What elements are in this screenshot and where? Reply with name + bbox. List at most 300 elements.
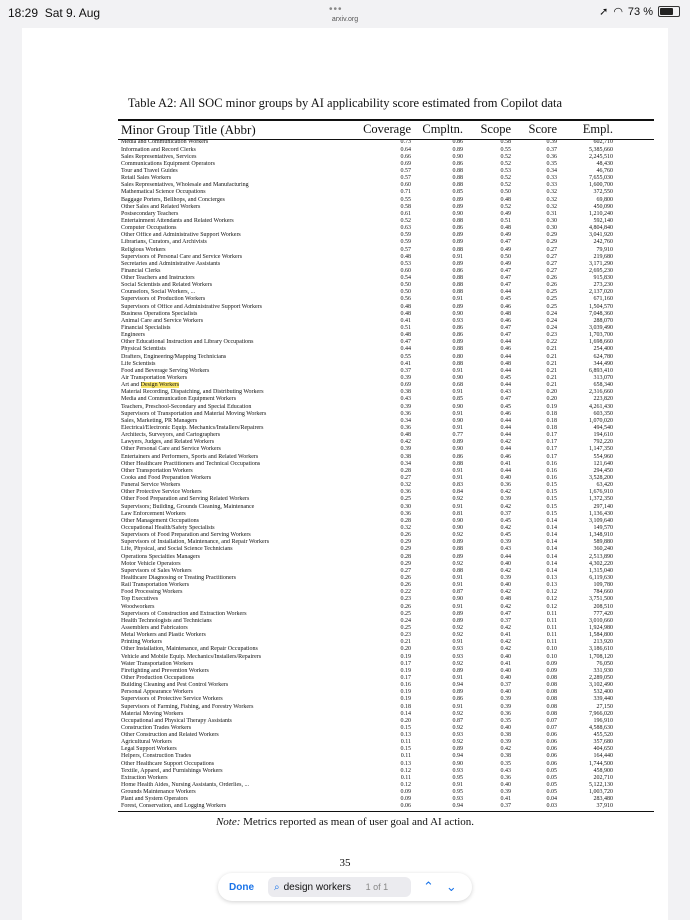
row-score: 0.25 bbox=[546, 289, 557, 296]
row-empl: 404,650 bbox=[593, 746, 613, 753]
row-scope: 0.51 bbox=[500, 217, 511, 224]
row-title: Animal Care and Service Workers bbox=[121, 317, 204, 324]
row-cmpltn: 0.87 bbox=[452, 589, 463, 596]
table-row bbox=[118, 803, 654, 810]
row-empl: 1,924,980 bbox=[589, 624, 613, 631]
row-coverage: 0.42 bbox=[400, 439, 411, 446]
table-row bbox=[118, 789, 654, 796]
row-empl: 4,588,630 bbox=[589, 724, 613, 731]
row-cmpltn: 0.89 bbox=[452, 196, 463, 203]
row-scope: 0.35 bbox=[500, 760, 511, 767]
row-cmpltn: 0.95 bbox=[452, 789, 463, 796]
row-scope: 0.41 bbox=[500, 460, 511, 467]
row-empl: 2,695,230 bbox=[589, 267, 613, 274]
header-title: Minor Group Title (Abbr) bbox=[121, 121, 256, 137]
row-empl: 3,171,290 bbox=[589, 260, 613, 267]
row-empl: 7,966,020 bbox=[589, 710, 613, 717]
row-title: Art and Design Workers bbox=[121, 382, 180, 389]
row-title: Electrical/Electronic Equip. Mechanics/Installers/Repairers bbox=[121, 425, 264, 432]
row-cmpltn: 0.83 bbox=[452, 482, 463, 489]
row-title: Funeral Service Workers bbox=[121, 482, 181, 489]
row-score: 0.08 bbox=[546, 710, 557, 717]
row-scope: 0.40 bbox=[500, 653, 511, 660]
row-score: 0.11 bbox=[546, 632, 557, 639]
row-empl: 339,440 bbox=[593, 696, 613, 703]
row-score: 0.05 bbox=[546, 767, 557, 774]
table-note: Note: Metrics reported as mean of user goal and AI action. bbox=[215, 816, 475, 828]
row-empl: 455,520 bbox=[593, 732, 613, 739]
row-title: Baggage Porters, Bellhops, and Concierges bbox=[121, 196, 225, 203]
row-coverage: 0.23 bbox=[400, 632, 411, 639]
row-empl: 331,930 bbox=[593, 667, 613, 674]
row-title: Supervisors of Construction and Extraction Workers bbox=[121, 610, 247, 617]
row-score: 0.21 bbox=[546, 360, 557, 367]
row-scope: 0.44 bbox=[500, 417, 511, 424]
table-row bbox=[118, 661, 654, 668]
row-score: 0.34 bbox=[546, 167, 557, 174]
row-cmpltn: 0.88 bbox=[452, 217, 463, 224]
row-coverage: 0.19 bbox=[400, 689, 411, 696]
row-scope: 0.40 bbox=[500, 724, 511, 731]
row-score: 0.14 bbox=[546, 553, 557, 560]
row-scope: 0.42 bbox=[500, 589, 511, 596]
row-empl: 4,261,430 bbox=[589, 403, 613, 410]
row-empl: 242,760 bbox=[593, 239, 613, 246]
row-cmpltn: 0.91 bbox=[452, 703, 463, 710]
table-row bbox=[118, 218, 654, 225]
row-score: 0.08 bbox=[546, 689, 557, 696]
table-row bbox=[118, 775, 654, 782]
row-scope: 0.58 bbox=[500, 139, 511, 146]
row-score: 0.16 bbox=[546, 467, 557, 474]
row-title: Extraction Workers bbox=[121, 774, 168, 781]
table-row bbox=[118, 189, 654, 196]
row-empl: 121,640 bbox=[593, 460, 613, 467]
row-empl: 4,302,220 bbox=[589, 560, 613, 567]
row-score: 0.15 bbox=[546, 482, 557, 489]
row-empl: 1,600,700 bbox=[589, 182, 613, 189]
row-empl: 1,147,350 bbox=[589, 446, 613, 453]
done-button[interactable]: Done bbox=[229, 881, 254, 893]
row-empl: 149,570 bbox=[593, 524, 613, 531]
row-empl: 208,510 bbox=[593, 603, 613, 610]
row-score: 0.20 bbox=[546, 396, 557, 403]
address-url[interactable]: arxiv.org bbox=[331, 16, 359, 23]
row-score: 0.12 bbox=[546, 603, 557, 610]
row-score: 0.20 bbox=[546, 389, 557, 396]
row-scope: 0.39 bbox=[500, 703, 511, 710]
row-coverage: 0.41 bbox=[400, 360, 411, 367]
row-scope: 0.45 bbox=[500, 375, 511, 382]
row-title: Grounds Maintenance Workers bbox=[121, 789, 196, 796]
row-cmpltn: 0.93 bbox=[452, 646, 463, 653]
row-cmpltn: 0.92 bbox=[452, 710, 463, 717]
row-empl: 194,610 bbox=[593, 432, 613, 439]
row-scope: 0.40 bbox=[500, 667, 511, 674]
row-empl: 7,655,030 bbox=[589, 175, 613, 182]
row-score: 0.11 bbox=[546, 639, 557, 646]
row-title: Drafters, Engineering/Mapping Technicians bbox=[121, 353, 227, 360]
row-score: 0.05 bbox=[546, 774, 557, 781]
row-coverage: 0.34 bbox=[400, 460, 411, 467]
row-coverage: 0.27 bbox=[400, 475, 411, 481]
row-cmpltn: 0.86 bbox=[452, 225, 463, 232]
status-bar bbox=[0, 0, 690, 28]
row-cmpltn: 0.89 bbox=[452, 146, 463, 153]
row-cmpltn: 0.94 bbox=[452, 682, 463, 689]
row-cmpltn: 0.84 bbox=[452, 489, 463, 496]
row-score: 0.16 bbox=[546, 475, 557, 481]
header-scope: Scope bbox=[480, 122, 511, 137]
row-cmpltn: 0.90 bbox=[452, 446, 463, 453]
row-empl: 1,744,500 bbox=[589, 760, 613, 767]
table-row bbox=[118, 454, 654, 461]
table-row bbox=[118, 511, 654, 518]
row-empl: 372,550 bbox=[593, 189, 613, 196]
row-coverage: 0.48 bbox=[400, 253, 411, 260]
row-scope: 0.41 bbox=[500, 796, 511, 803]
row-scope: 0.50 bbox=[500, 253, 511, 260]
table-row bbox=[118, 796, 654, 803]
table-row bbox=[118, 139, 654, 146]
table-row bbox=[118, 197, 654, 204]
row-title: Material Recording, Dispatching, and Distributing Workers bbox=[121, 389, 264, 396]
row-coverage: 0.36 bbox=[400, 410, 411, 417]
row-coverage: 0.39 bbox=[400, 403, 411, 410]
row-empl: 2,513,890 bbox=[589, 553, 613, 560]
row-score: 0.08 bbox=[546, 703, 557, 710]
table-row bbox=[118, 768, 654, 775]
table-row bbox=[118, 339, 654, 346]
row-title: Media and Communication Workers bbox=[121, 139, 209, 146]
row-score: 0.25 bbox=[546, 296, 557, 303]
row-coverage: 0.36 bbox=[400, 510, 411, 517]
row-scope: 0.40 bbox=[500, 475, 511, 481]
row-coverage: 0.24 bbox=[400, 617, 411, 624]
table-body bbox=[118, 139, 654, 810]
row-scope: 0.52 bbox=[500, 182, 511, 189]
row-coverage: 0.26 bbox=[400, 574, 411, 581]
row-coverage: 0.25 bbox=[400, 496, 411, 503]
row-score: 0.22 bbox=[546, 339, 557, 346]
row-coverage: 0.37 bbox=[400, 367, 411, 374]
row-cmpltn: 0.91 bbox=[452, 574, 463, 581]
row-coverage: 0.58 bbox=[400, 203, 411, 210]
row-score: 0.08 bbox=[546, 682, 557, 689]
row-cmpltn: 0.89 bbox=[452, 689, 463, 696]
row-empl: 3,528,200 bbox=[589, 475, 613, 481]
table-row bbox=[118, 396, 654, 403]
row-score: 0.30 bbox=[546, 225, 557, 232]
row-empl: 2,137,020 bbox=[589, 289, 613, 296]
row-empl: 1,348,910 bbox=[589, 532, 613, 539]
row-empl: 602,710 bbox=[593, 139, 613, 146]
chevron-up-icon[interactable]: ⌃ bbox=[423, 879, 434, 894]
row-coverage: 0.29 bbox=[400, 560, 411, 567]
row-coverage: 0.20 bbox=[400, 717, 411, 724]
row-empl: 1,315,040 bbox=[589, 567, 613, 574]
row-coverage: 0.32 bbox=[400, 524, 411, 531]
row-cmpltn: 0.89 bbox=[452, 232, 463, 239]
table-caption: Table A2: All SOC minor groups by AI applicability score estimated from Copilot data bbox=[127, 96, 563, 110]
row-empl: 7,048,360 bbox=[589, 310, 613, 317]
row-title: Other Personal Care and Service Workers bbox=[121, 446, 221, 453]
row-empl: 46,760 bbox=[596, 167, 613, 174]
row-cmpltn: 0.86 bbox=[452, 160, 463, 167]
row-title: Engineers bbox=[121, 332, 145, 339]
row-coverage: 0.13 bbox=[400, 760, 411, 767]
row-coverage: 0.15 bbox=[400, 746, 411, 753]
row-score: 0.14 bbox=[546, 539, 557, 546]
row-title: Air Transportation Workers bbox=[121, 375, 188, 382]
row-coverage: 0.71 bbox=[400, 189, 411, 196]
row-scope: 0.42 bbox=[500, 439, 511, 446]
row-empl: 202,710 bbox=[593, 774, 613, 781]
row-coverage: 0.25 bbox=[400, 610, 411, 617]
row-coverage: 0.59 bbox=[400, 239, 411, 246]
row-title: Supervisors of Installation, Maintenance, and Repair Workers bbox=[121, 539, 270, 546]
row-empl: 288,070 bbox=[593, 317, 613, 324]
table-row bbox=[118, 732, 654, 739]
row-title: Sales Representatives, Services bbox=[121, 153, 197, 160]
row-title: Physical Scientists bbox=[121, 346, 166, 353]
row-scope: 0.47 bbox=[500, 325, 511, 332]
row-empl: 671,160 bbox=[593, 296, 613, 303]
row-cmpltn: 0.91 bbox=[452, 410, 463, 417]
row-title: Material Moving Workers bbox=[121, 710, 184, 717]
row-score: 0.11 bbox=[546, 624, 557, 631]
row-empl: 48,430 bbox=[596, 160, 613, 167]
row-scope: 0.44 bbox=[500, 432, 511, 439]
row-scope: 0.46 bbox=[500, 346, 511, 353]
row-scope: 0.42 bbox=[500, 746, 511, 753]
row-score: 0.11 bbox=[546, 610, 557, 617]
row-score: 0.19 bbox=[546, 403, 557, 410]
row-scope: 0.47 bbox=[500, 396, 511, 403]
row-score: 0.15 bbox=[546, 496, 557, 503]
row-cmpltn: 0.95 bbox=[452, 774, 463, 781]
row-score: 0.04 bbox=[546, 796, 557, 803]
row-scope: 0.46 bbox=[500, 303, 511, 310]
row-empl: 1,584,800 bbox=[589, 632, 613, 639]
row-coverage: 0.29 bbox=[400, 546, 411, 553]
row-coverage: 0.55 bbox=[400, 196, 411, 203]
row-cmpltn: 0.93 bbox=[452, 796, 463, 803]
row-coverage: 0.18 bbox=[400, 703, 411, 710]
row-coverage: 0.09 bbox=[400, 789, 411, 796]
row-title: Other Sales and Related Workers bbox=[121, 203, 201, 210]
row-scope: 0.37 bbox=[500, 682, 511, 689]
row-title: Life Scientists bbox=[121, 360, 156, 367]
row-scope: 0.49 bbox=[500, 246, 511, 253]
row-title: Teachers, Preschool-Secondary and Special Education bbox=[121, 403, 252, 410]
row-coverage: 0.59 bbox=[400, 232, 411, 239]
row-score: 0.18 bbox=[546, 410, 557, 417]
row-title: Supervisors of Farming, Fishing, and Forestry Workers bbox=[121, 703, 254, 710]
row-coverage: 0.51 bbox=[400, 325, 411, 332]
row-scope: 0.42 bbox=[500, 503, 511, 510]
row-scope: 0.47 bbox=[500, 282, 511, 289]
multitasking-dots[interactable]: ••• bbox=[329, 4, 343, 15]
row-empl: 4,804,840 bbox=[589, 225, 613, 232]
row-cmpltn: 0.90 bbox=[452, 210, 463, 217]
row-score: 0.06 bbox=[546, 753, 557, 760]
table-row bbox=[118, 232, 654, 239]
row-scope: 0.48 bbox=[500, 310, 511, 317]
row-scope: 0.44 bbox=[500, 425, 511, 432]
row-scope: 0.42 bbox=[500, 567, 511, 574]
row-scope: 0.39 bbox=[500, 789, 511, 796]
row-title: Supervisors of Transportation and Material Moving Workers bbox=[121, 410, 267, 417]
row-scope: 0.44 bbox=[500, 367, 511, 374]
row-cmpltn: 0.88 bbox=[452, 360, 463, 367]
row-title: Entertainment Attendants and Related Workers bbox=[121, 217, 234, 224]
table-row bbox=[118, 753, 654, 760]
row-title: Law Enforcement Workers bbox=[121, 510, 186, 517]
row-scope: 0.49 bbox=[500, 260, 511, 267]
find-bar bbox=[218, 873, 472, 901]
table-row bbox=[118, 382, 654, 389]
row-coverage: 0.39 bbox=[400, 446, 411, 453]
row-scope: 0.46 bbox=[500, 317, 511, 324]
row-scope: 0.50 bbox=[500, 189, 511, 196]
row-score: 0.36 bbox=[546, 153, 557, 160]
find-field[interactable] bbox=[268, 877, 411, 897]
row-title: Tour and Travel Guides bbox=[121, 167, 178, 174]
table-row bbox=[118, 332, 654, 339]
row-empl: 6,119,630 bbox=[589, 574, 613, 581]
row-coverage: 0.09 bbox=[400, 796, 411, 803]
row-empl: 5,122,130 bbox=[589, 782, 613, 789]
row-empl: 27,150 bbox=[596, 703, 613, 710]
table-row bbox=[118, 504, 654, 511]
row-score: 0.37 bbox=[546, 146, 557, 153]
row-scope: 0.37 bbox=[500, 510, 511, 517]
table-row bbox=[118, 782, 654, 789]
row-score: 0.35 bbox=[546, 160, 557, 167]
row-empl: 196,910 bbox=[593, 717, 613, 724]
row-empl: 79,910 bbox=[596, 246, 613, 253]
row-title: Metal Workers and Plastic Workers bbox=[121, 632, 206, 639]
row-coverage: 0.43 bbox=[400, 396, 411, 403]
row-empl: 69,800 bbox=[596, 196, 613, 203]
row-scope: 0.46 bbox=[500, 410, 511, 417]
table-row bbox=[118, 596, 654, 603]
row-scope: 0.40 bbox=[500, 674, 511, 681]
row-coverage: 0.22 bbox=[400, 589, 411, 596]
table-row bbox=[118, 211, 654, 218]
row-empl: 76,050 bbox=[596, 660, 613, 667]
row-title: Financial Clerks bbox=[121, 267, 161, 274]
row-scope: 0.41 bbox=[500, 632, 511, 639]
row-empl: 3,102,490 bbox=[589, 682, 613, 689]
row-score: 0.03 bbox=[546, 803, 557, 810]
status-time: 18:29 Sat 9. Aug bbox=[8, 6, 101, 20]
row-empl: 3,041,920 bbox=[589, 232, 613, 239]
status-indicators bbox=[599, 5, 680, 18]
find-input[interactable] bbox=[284, 882, 364, 893]
row-title: Other Healthcare Practitioners and Technical Occupations bbox=[121, 460, 261, 467]
row-cmpltn: 0.94 bbox=[452, 803, 463, 810]
row-scope: 0.42 bbox=[500, 489, 511, 496]
row-scope: 0.44 bbox=[500, 382, 511, 389]
row-cmpltn: 0.88 bbox=[452, 175, 463, 182]
row-cmpltn: 0.86 bbox=[452, 267, 463, 274]
row-coverage: 0.39 bbox=[400, 375, 411, 382]
table-row bbox=[118, 204, 654, 211]
row-score: 0.23 bbox=[546, 332, 557, 339]
row-title: Plant and System Operators bbox=[121, 796, 188, 803]
row-empl: 294,450 bbox=[593, 467, 613, 474]
row-title: Legal Support Workers bbox=[121, 746, 177, 753]
row-coverage: 0.60 bbox=[400, 267, 411, 274]
row-coverage: 0.73 bbox=[400, 139, 411, 146]
row-coverage: 0.60 bbox=[400, 182, 411, 189]
table-row bbox=[118, 296, 654, 303]
row-scope: 0.39 bbox=[500, 574, 511, 581]
chevron-down-icon[interactable]: ⌄ bbox=[445, 879, 457, 894]
row-title: Other Production Occupations bbox=[121, 674, 194, 681]
row-score: 0.18 bbox=[546, 425, 557, 432]
row-score: 0.14 bbox=[546, 532, 557, 539]
row-empl: 2,289,050 bbox=[589, 674, 613, 681]
row-coverage: 0.11 bbox=[400, 774, 411, 781]
row-title: Lawyers, Judges, and Related Workers bbox=[121, 439, 215, 446]
row-coverage: 0.28 bbox=[400, 467, 411, 474]
row-scope: 0.47 bbox=[500, 610, 511, 617]
row-score: 0.27 bbox=[546, 260, 557, 267]
row-coverage: 0.23 bbox=[400, 596, 411, 603]
table-row bbox=[118, 161, 654, 168]
table-row bbox=[118, 554, 654, 561]
row-empl: 589,880 bbox=[593, 539, 613, 546]
wifi-icon: ◠ bbox=[613, 6, 623, 18]
row-title: Woodworkers bbox=[121, 603, 155, 610]
row-cmpltn: 0.91 bbox=[452, 296, 463, 303]
match-count: 1 of 1 bbox=[365, 882, 389, 892]
row-score: 0.31 bbox=[546, 210, 557, 217]
table-row bbox=[118, 561, 654, 568]
table-row bbox=[118, 675, 654, 682]
row-empl: 63,420 bbox=[596, 482, 613, 489]
row-title: Construction Trades Workers bbox=[121, 724, 192, 731]
row-cmpltn: 0.88 bbox=[452, 282, 463, 289]
row-scope: 0.48 bbox=[500, 196, 511, 203]
row-title: Communications Equipment Operators bbox=[121, 160, 215, 167]
battery-icon bbox=[658, 6, 680, 17]
row-scope: 0.37 bbox=[500, 803, 511, 810]
row-scope: 0.36 bbox=[500, 482, 511, 489]
row-scope: 0.35 bbox=[500, 717, 511, 724]
row-title: Vehicle and Mobile Equip. Mechanics/Installers/Repairers bbox=[121, 653, 262, 660]
row-scope: 0.40 bbox=[500, 582, 511, 589]
row-title: Retail Sales Workers bbox=[121, 175, 172, 182]
row-title: Occupational and Physical Therapy Assistants bbox=[121, 717, 232, 724]
row-title: Other Teachers and Instructors bbox=[121, 275, 195, 282]
row-coverage: 0.19 bbox=[400, 653, 411, 660]
row-coverage: 0.57 bbox=[400, 246, 411, 253]
row-title: Mathematical Science Occupations bbox=[121, 189, 206, 196]
search-icon: ⌕ bbox=[274, 881, 280, 893]
row-cmpltn: 0.90 bbox=[452, 517, 463, 524]
row-score: 0.14 bbox=[546, 517, 557, 524]
row-empl: 777,420 bbox=[593, 610, 613, 617]
row-scope: 0.39 bbox=[500, 696, 511, 703]
table-row bbox=[118, 604, 654, 611]
row-cmpltn: 0.88 bbox=[452, 346, 463, 353]
row-scope: 0.44 bbox=[500, 467, 511, 474]
row-score: 0.16 bbox=[546, 460, 557, 467]
